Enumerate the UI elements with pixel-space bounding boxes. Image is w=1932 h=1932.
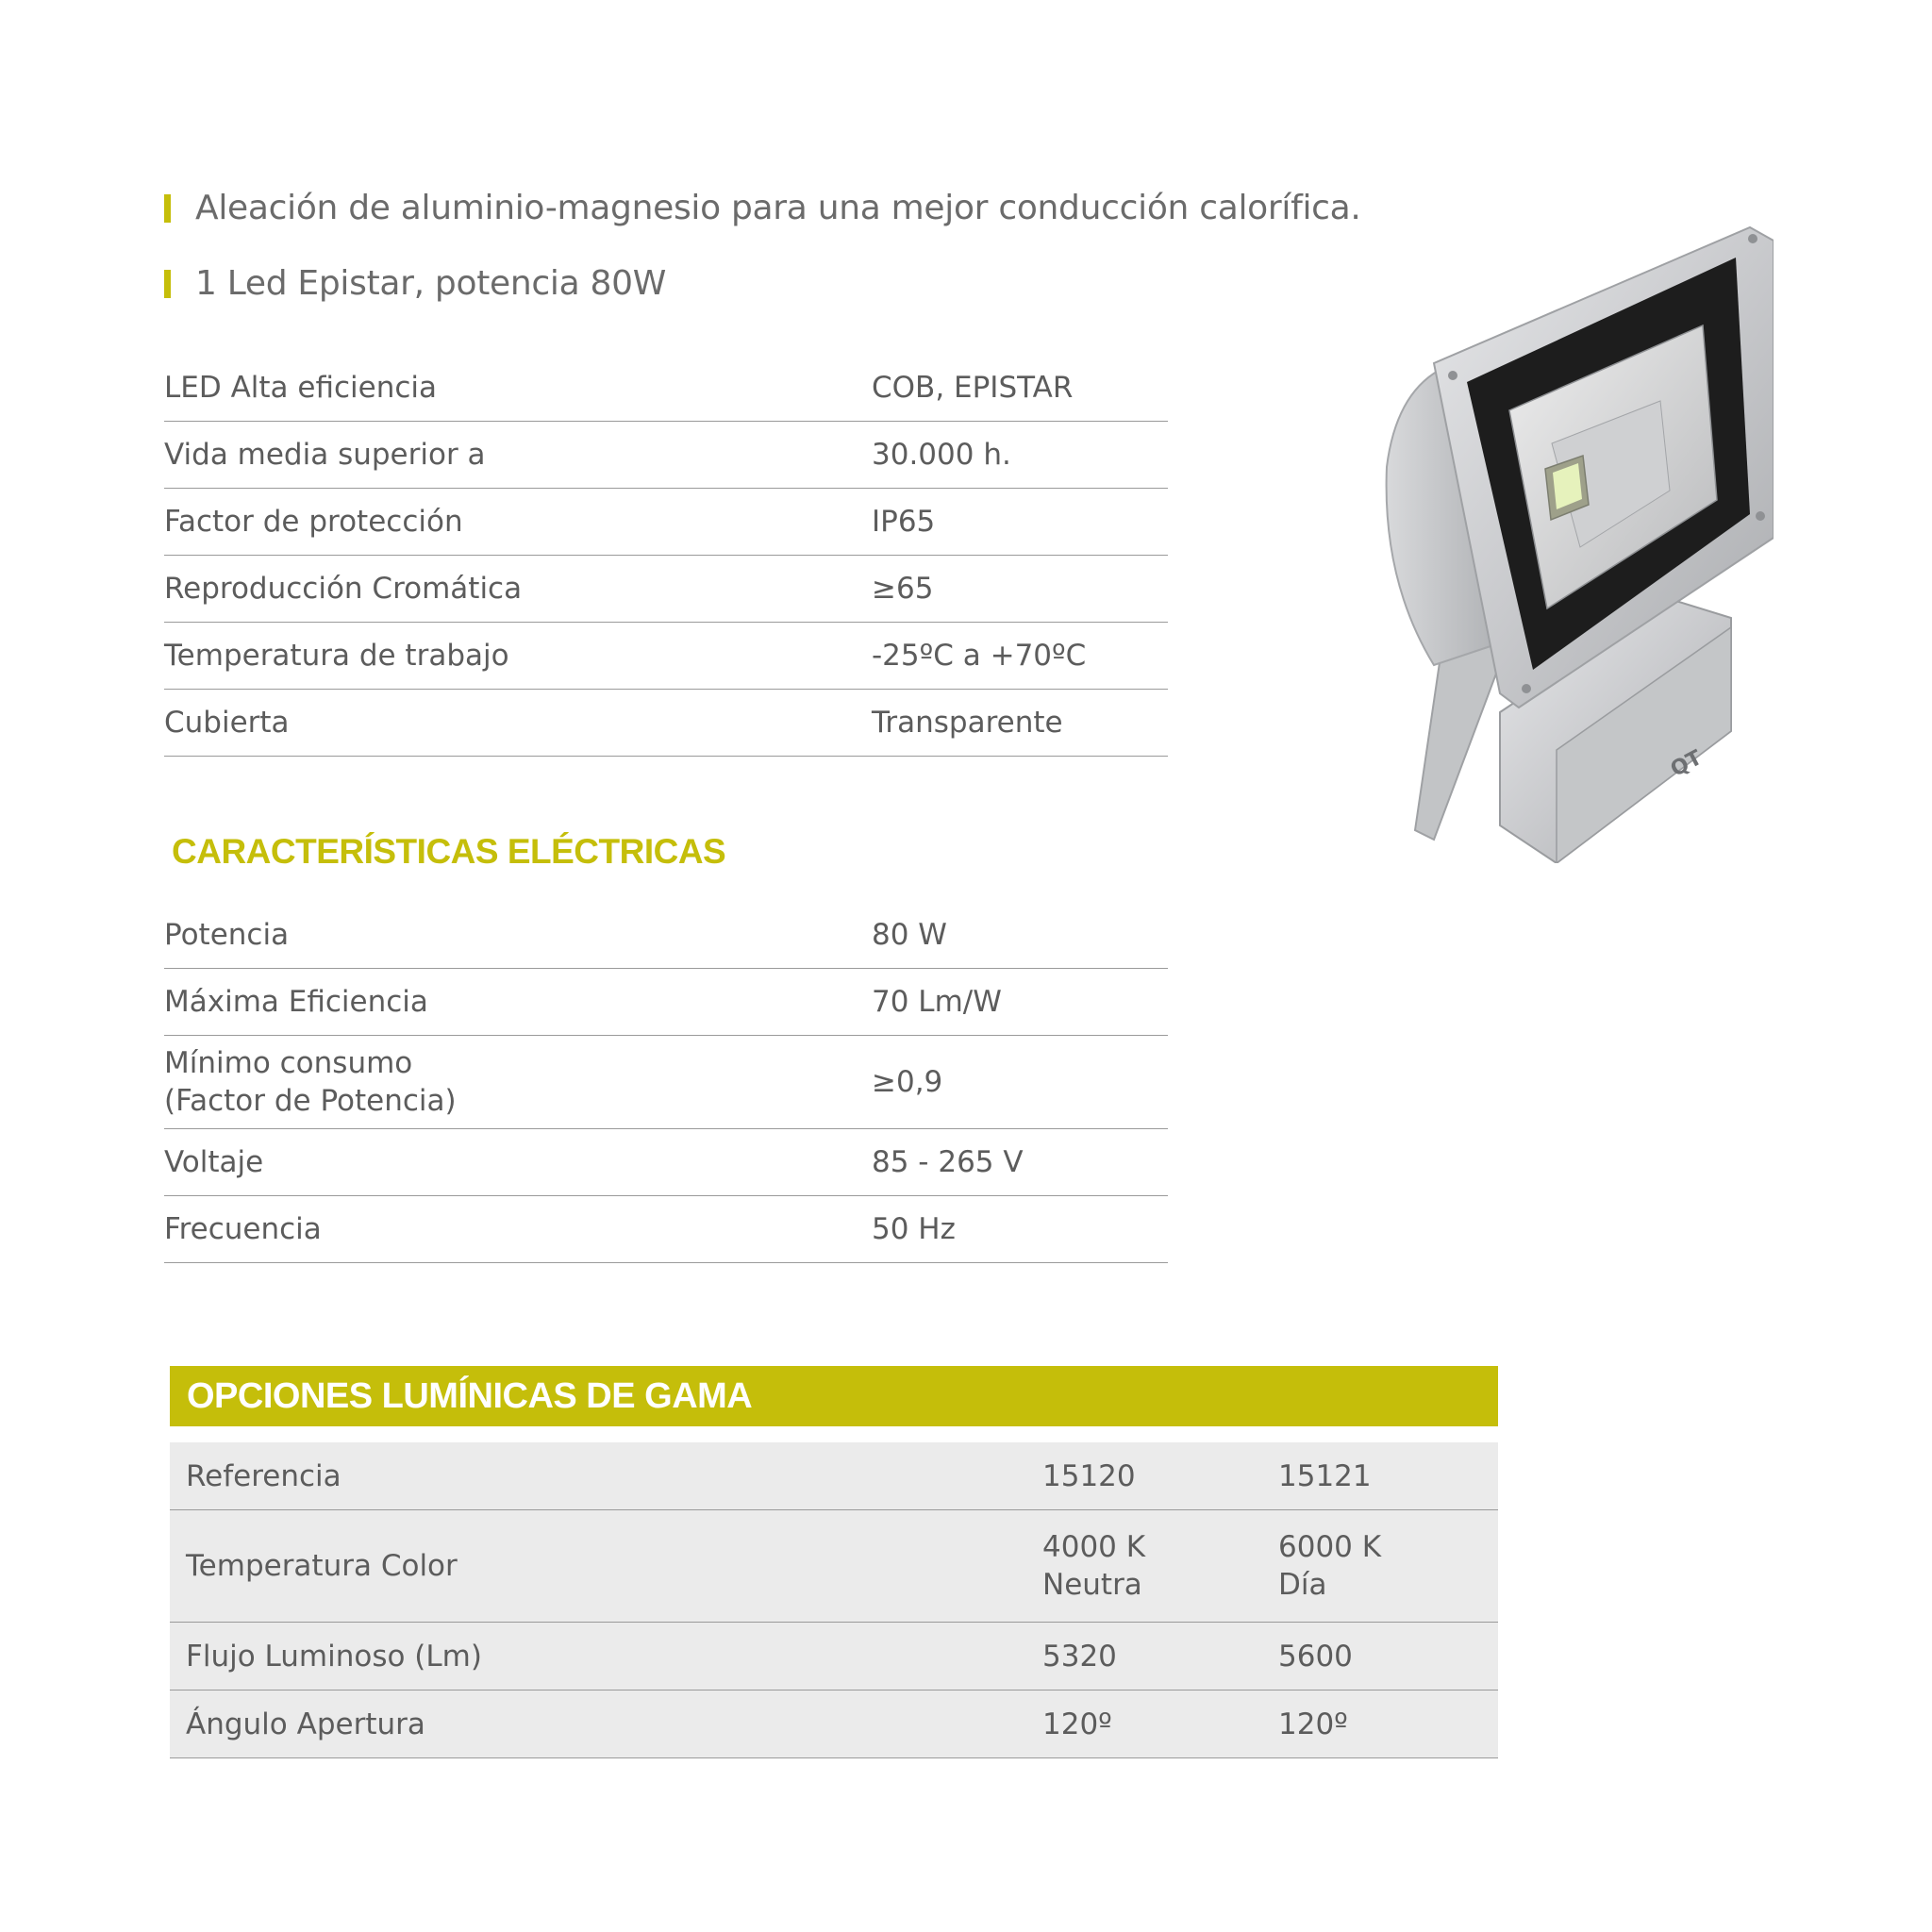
spec-value: Transparente bbox=[872, 690, 1168, 757]
table-row bbox=[164, 355, 1168, 422]
gama-section-title: OPCIONES LUMÍNICAS DE GAMA bbox=[187, 1375, 753, 1416]
gama-value-line: 4000 K bbox=[1042, 1530, 1146, 1564]
electrical-specs-table bbox=[164, 902, 1168, 1263]
gama-value-2: 120º bbox=[1278, 1690, 1498, 1758]
spec-value: COB, EPISTAR bbox=[872, 355, 1168, 422]
spec-value: 80 W bbox=[872, 902, 1168, 969]
gama-label: Ángulo Apertura bbox=[170, 1690, 1042, 1758]
spec-label: Frecuencia bbox=[164, 1196, 872, 1263]
bullet-marker bbox=[164, 270, 171, 298]
spec-value: IP65 bbox=[872, 489, 1168, 556]
electrical-section-title: CARACTERÍSTICAS ELÉCTRICAS bbox=[172, 832, 726, 871]
gama-label: Temperatura Color bbox=[170, 1510, 1042, 1623]
spec-label: Cubierta bbox=[164, 690, 872, 757]
spec-label: Temperatura de trabajo bbox=[164, 623, 872, 690]
spec-label: Vida media superior a bbox=[164, 422, 872, 489]
table-row bbox=[164, 556, 1168, 623]
led-floodlight-icon bbox=[1377, 222, 1774, 863]
gama-value-1 bbox=[1042, 1510, 1278, 1623]
spec-value: -25ºC a +70ºC bbox=[872, 623, 1168, 690]
table-row bbox=[164, 1129, 1168, 1196]
bullet-marker bbox=[164, 194, 171, 223]
table-row bbox=[164, 623, 1168, 690]
gama-value-2: 5600 bbox=[1278, 1623, 1498, 1690]
spec-label: Voltaje bbox=[164, 1129, 872, 1196]
spec-label: Potencia bbox=[164, 902, 872, 969]
gama-label: Flujo Luminoso (Lm) bbox=[170, 1623, 1042, 1690]
table-row bbox=[164, 902, 1168, 969]
feature-bullet-alloy bbox=[164, 189, 1361, 227]
table-row bbox=[164, 1196, 1168, 1263]
gama-value-1: 120º bbox=[1042, 1690, 1278, 1758]
gama-label: Referencia bbox=[170, 1442, 1042, 1510]
table-row bbox=[170, 1623, 1498, 1690]
gama-value-line: Día bbox=[1278, 1568, 1327, 1602]
table-row bbox=[164, 422, 1168, 489]
spec-value: 50 Hz bbox=[872, 1196, 1168, 1263]
table-row bbox=[170, 1690, 1498, 1758]
gama-value-2 bbox=[1278, 1510, 1498, 1623]
spec-value: ≥65 bbox=[872, 556, 1168, 623]
spec-label bbox=[164, 1036, 872, 1129]
spec-value: 85 - 265 V bbox=[872, 1129, 1168, 1196]
spec-label-line: Mínimo consumo bbox=[164, 1046, 413, 1080]
feature-bullet-led bbox=[164, 264, 666, 303]
spec-value: 30.000 h. bbox=[872, 422, 1168, 489]
table-row bbox=[164, 969, 1168, 1036]
gama-value-1: 5320 bbox=[1042, 1623, 1278, 1690]
gama-value-1: 15120 bbox=[1042, 1442, 1278, 1510]
gama-value-2: 15121 bbox=[1278, 1442, 1498, 1510]
feature-text: Aleación de aluminio-magnesio para una mejor conducción calorífica. bbox=[195, 189, 1361, 227]
gama-options-table bbox=[170, 1442, 1498, 1758]
table-row bbox=[170, 1442, 1498, 1510]
spec-value: ≥0,9 bbox=[872, 1036, 1168, 1129]
spec-value: 70 Lm/W bbox=[872, 969, 1168, 1036]
gama-section-header bbox=[170, 1366, 1498, 1426]
gama-value-line: Neutra bbox=[1042, 1568, 1142, 1602]
logo-text: QT bbox=[1666, 745, 1707, 782]
spec-label: LED Alta eficiencia bbox=[164, 355, 872, 422]
table-row bbox=[164, 489, 1168, 556]
table-row bbox=[164, 1036, 1168, 1129]
gama-value-line: 6000 K bbox=[1278, 1530, 1382, 1564]
table-row bbox=[170, 1510, 1498, 1623]
general-specs-table bbox=[164, 355, 1168, 757]
spec-label: Máxima Eficiencia bbox=[164, 969, 872, 1036]
feature-text: 1 Led Epistar, potencia 80W bbox=[195, 264, 666, 303]
spec-label-line: (Factor de Potencia) bbox=[164, 1084, 457, 1118]
spec-label: Reproducción Cromática bbox=[164, 556, 872, 623]
table-row bbox=[164, 690, 1168, 757]
spec-label: Factor de protección bbox=[164, 489, 872, 556]
